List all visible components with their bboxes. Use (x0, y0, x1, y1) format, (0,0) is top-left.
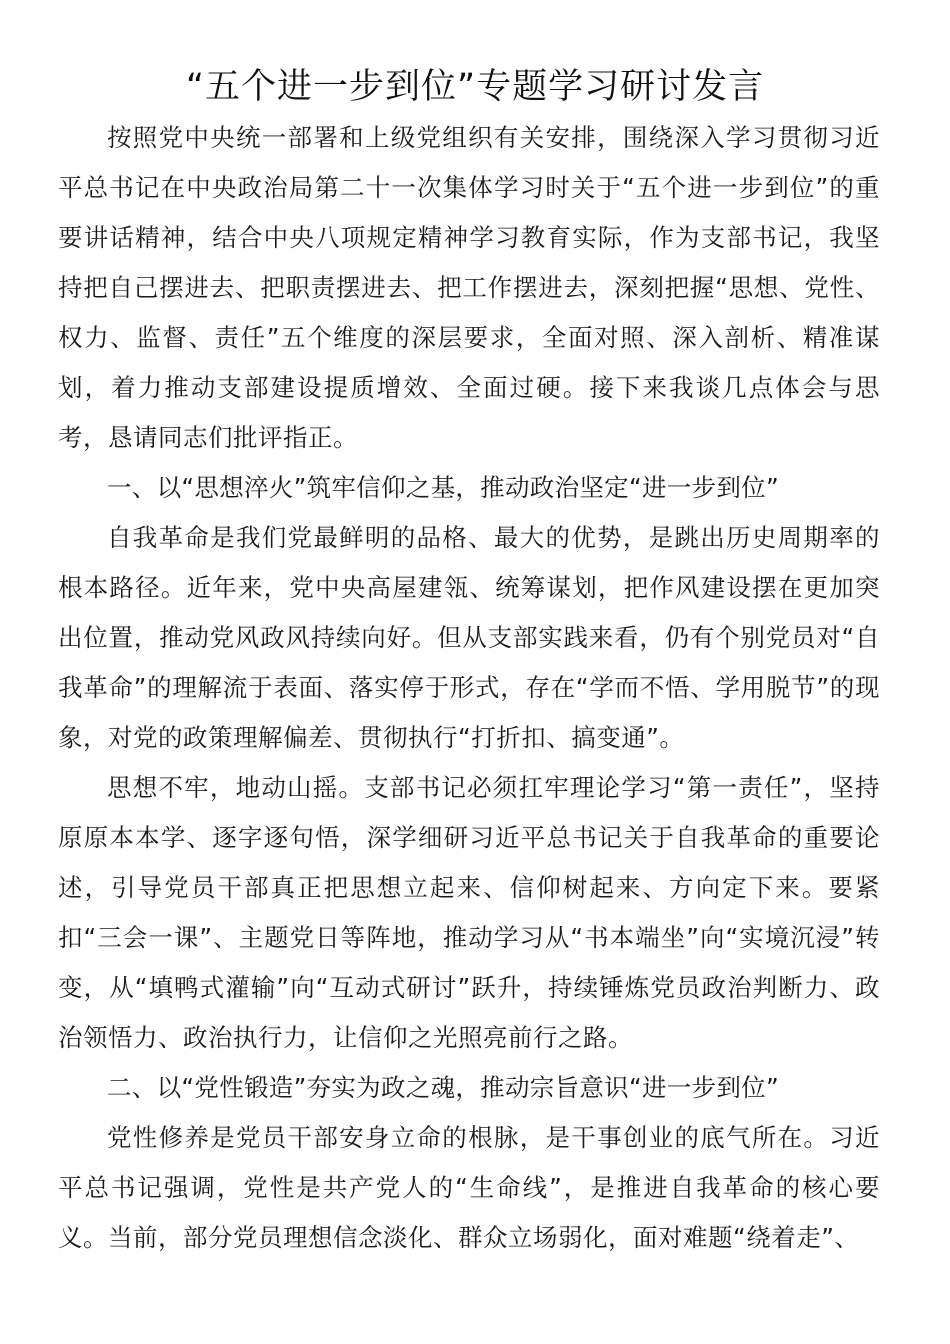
section-heading-2: 二、以“党性锻造”夯实为政之魂，推动宗旨意识“进一步到位” (107, 1073, 779, 1102)
section-1-paragraph-2: 思想不牢，地动山摇。支部书记必须扛牢理论学习“第一责任”，坚持原原本本学、逐字逐句悟，深学细研习近平总书记关于自我革命的重要论述，引导党员干部真正把思想立起来、信仰树起来、方向定下来。要紧扣“三会一课”、主题党日等阵地，推动学习从“书本端坐”向“实境沉浸”转变，从“填鸭式灌输”向“互动式研讨”跃升，持续锤炼党员政治判断力、政治领悟力、政治执行力，让信仰之光照亮前行之路。 (58, 773, 880, 1052)
section-1-paragraph-1: 自我革命是我们党最鲜明的品格、最大的优势，是跳出历史周期率的根本路径。近年来，党中央高屋建瓴、统筹谋划，把作风建设摆在更加突出位置，推动党风政风持续向好。但从支部实践来看，仍有个别党员对“自我革命”的理解流于表面、落实停于形式，存在“学而不悟、学用脱节”的现象，对党的政策理解偏差、贯彻执行“打折扣、搞变通”。 (58, 523, 880, 752)
section-heading-1: 一、以“思想淬火”筑牢信仰之基，推动政治坚定“进一步到位” (107, 473, 779, 502)
document-title: “五个进一步到位”专题学习研讨发言 (185, 67, 765, 107)
section-2-paragraph-1: 党性修养是党员干部安身立命的根脉，是干事创业的底气所在。习近平总书记强调，党性是共产党人的“生命线”，是推进自我革命的核心要义。当前，部分党员理想信念淡化、群众立场弱化，面对难题“绕着走”、 (58, 1123, 880, 1252)
intro-paragraph: 按照党中央统一部署和上级党组织有关安排，围绕深入学习贯彻习近平总书记在中央政治局第二十一次集体学习时关于“五个进一步到位”的重要讲话精神，结合中央八项规定精神学习教育实际，作为支部书记，我坚持把自己摆进去、把职责摆进去、把工作摆进去，深刻把握“思想、党性、权力、监督、责任”五个维度的深层要求，全面对照、深入剖析、精准谋划，着力推动支部建设提质增效、全面过硬。接下来我谈几点体会与思考，恳请同志们批评指正。 (58, 123, 880, 452)
document-body (58, 113, 880, 1263)
